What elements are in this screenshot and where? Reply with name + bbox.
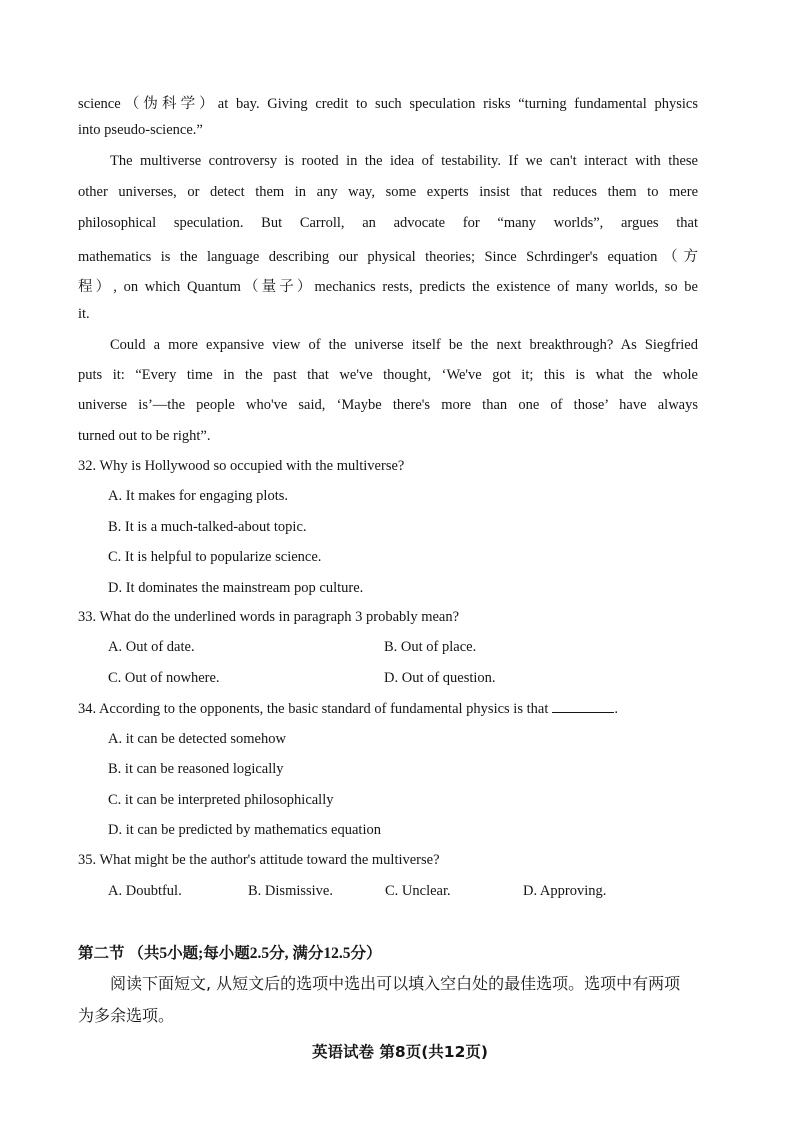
- question-33-option-c: C. Out of nowhere.: [108, 670, 220, 686]
- question-33-option-d: D. Out of question.: [384, 670, 496, 686]
- question-34-option-d: D. it can be predicted by mathematics equation: [108, 822, 381, 838]
- question-32-stem: 32. Why is Hollywood so occupied with the multiverse?: [78, 458, 405, 474]
- answer-blank: [552, 700, 614, 713]
- question-33-option-b: B. Out of place.: [384, 639, 477, 655]
- passage-p2-line6: it.: [78, 306, 90, 322]
- question-35-option-a: A. Doubtful.: [108, 883, 182, 899]
- passage-p2-line2: other universes, or detect them in any way, some experts insist that reduces them to mere: [78, 184, 698, 200]
- question-32-option-b: B. It is a much-talked-about topic.: [108, 519, 307, 535]
- question-34-option-c: C. it can be interpreted philosophically: [108, 792, 334, 808]
- passage-p2-line5: 程）, on which Quantum（量子）mechanics rests, predicts the existence of many worlds, so be: [78, 279, 698, 295]
- question-35-stem: 35. What might be the author's attitude toward the multiverse?: [78, 852, 440, 868]
- passage-p3-line1: Could a more expansive view of the universe itself be the next breakthrough? As Siegfried: [110, 337, 698, 353]
- passage-p2-line1: The multiverse controversy is rooted in the idea of testability. If we can't interact with these: [110, 153, 698, 169]
- section-2-title: 第二节 （共5小题;每小题2.5分, 满分12.5分）: [78, 945, 382, 962]
- passage-p1-line2: into pseudo-science.”: [78, 122, 203, 138]
- section-2-instructions-line1: 阅读下面短文, 从短文后的选项中选出可以填入空白处的最佳选项。选项中有两项: [110, 974, 681, 993]
- question-33-stem: 33. What do the underlined words in paragraph 3 probably mean?: [78, 609, 460, 625]
- passage-p2-line4: mathematics is the language describing our physical theories; Since Schrdinger's equation（方: [78, 249, 698, 265]
- question-34-stem-row: [78, 700, 618, 718]
- question-35-option-d: D. Approving.: [523, 883, 607, 899]
- passage-p2-line3: philosophical speculation. But Carroll, an advocate for “many worlds”, argues that: [78, 215, 698, 231]
- question-34-stem-end: .: [614, 701, 618, 717]
- question-32-option-a: A. It makes for engaging plots.: [108, 488, 289, 504]
- question-35-option-b: B. Dismissive.: [248, 883, 333, 899]
- question-35-option-c: C. Unclear.: [385, 883, 451, 899]
- question-33-option-a: A. Out of date.: [108, 639, 195, 655]
- question-34-option-a: A. it can be detected somehow: [108, 731, 286, 747]
- passage-p3-line2: puts it: “Every time in the past that we've thought, ‘We've got it; this is what the whole: [78, 367, 698, 383]
- question-34-stem: 34. According to the opponents, the basic standard of fundamental physics is that: [78, 701, 549, 717]
- page-footer: 英语试卷 第8页(共12页): [312, 1043, 488, 1061]
- question-32-option-c: C. It is helpful to popularize science.: [108, 549, 322, 565]
- passage-p3-line4: turned out to be right”.: [78, 428, 211, 444]
- passage-p3-line3: universe is’—the people who've said, ‘Maybe there's more than one of those’ have always: [78, 397, 698, 413]
- question-34-option-b: B. it can be reasoned logically: [108, 761, 284, 777]
- passage-p1-line1: science（伪科学）at bay. Giving credit to such speculation risks “turning fundamental physics: [78, 96, 698, 112]
- question-32-option-d: D. It dominates the mainstream pop culture.: [108, 580, 364, 596]
- section-2-instructions-line2: 为多余选项。: [78, 1006, 175, 1025]
